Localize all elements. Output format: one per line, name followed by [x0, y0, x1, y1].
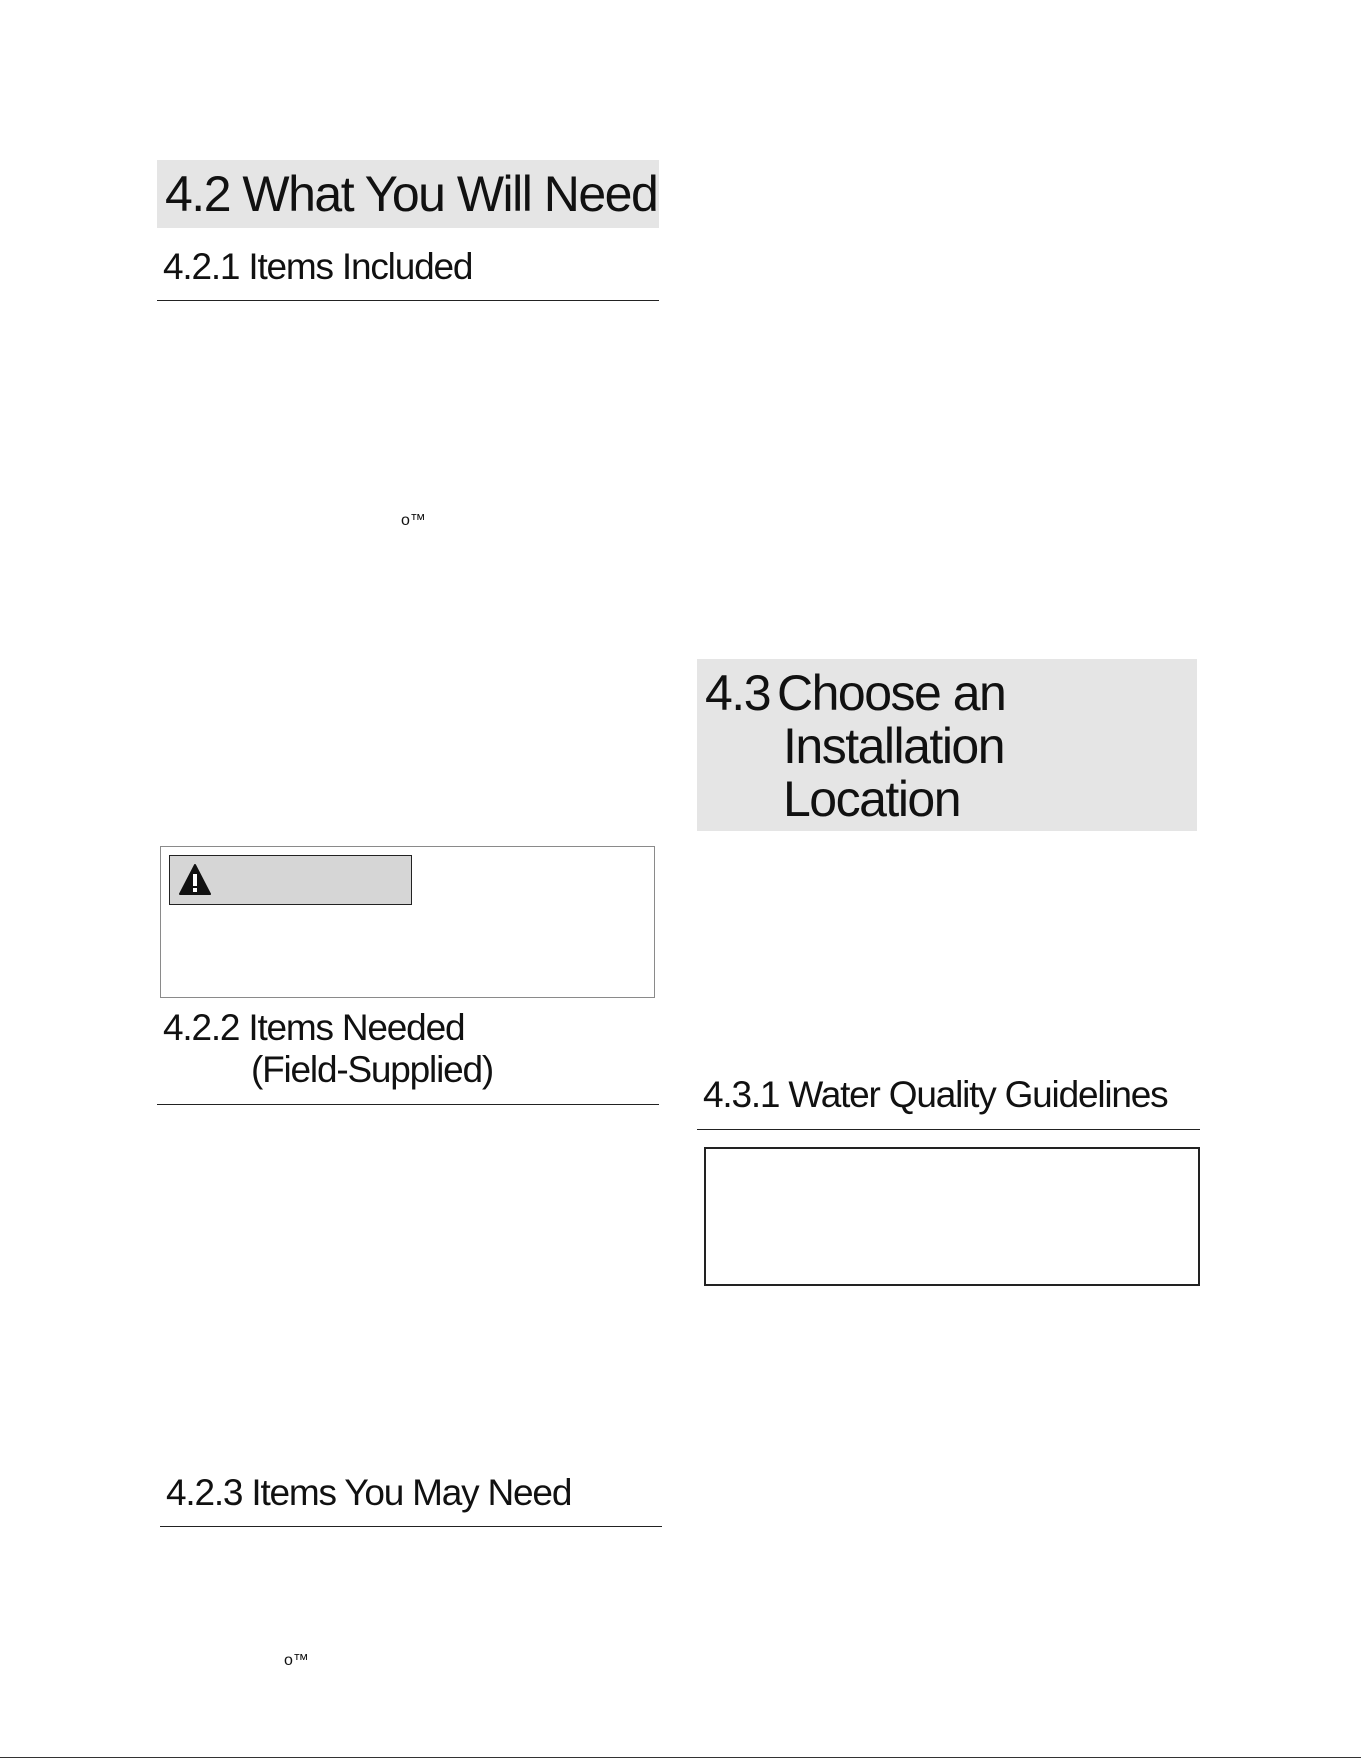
section-4-2-2-rule	[157, 1104, 659, 1105]
trademark-fragment: o™	[401, 512, 426, 529]
warning-box	[160, 846, 655, 998]
section-4-2-3-rule	[160, 1526, 662, 1527]
section-4-3-heading	[697, 659, 1197, 831]
water-quality-note-box	[704, 1147, 1200, 1286]
section-4-2-2-heading	[163, 1007, 493, 1091]
section-4-2-3-heading: 4.2.3 Items You May Need	[166, 1472, 572, 1513]
section-4-2-heading	[157, 160, 659, 228]
trademark-fragment: o™	[284, 1652, 309, 1669]
section-4-3-1-heading: 4.3.1 Water Quality Guidelines	[703, 1074, 1168, 1115]
section-4-3-line2: Installation	[783, 718, 1005, 774]
warning-triangle-icon	[178, 863, 212, 897]
section-4-2-2-line2: (Field-Supplied)	[251, 1049, 493, 1090]
section-4-2-2-line1: 4.2.2 Items Needed	[163, 1007, 465, 1048]
section-4-3-line3: Location	[783, 771, 961, 827]
section-4-2-title: 4.2 What You Will Need	[165, 166, 658, 222]
section-4-3-1-rule	[697, 1129, 1200, 1130]
warning-label-tab	[169, 855, 412, 905]
section-4-2-1-rule	[157, 300, 659, 301]
section-4-2-1-heading: 4.2.1 Items Included	[163, 246, 473, 287]
section-4-3-number: 4.3	[705, 665, 771, 721]
page-bottom-rule	[0, 1757, 1361, 1758]
section-4-3-line1: Choose an	[777, 665, 1006, 721]
